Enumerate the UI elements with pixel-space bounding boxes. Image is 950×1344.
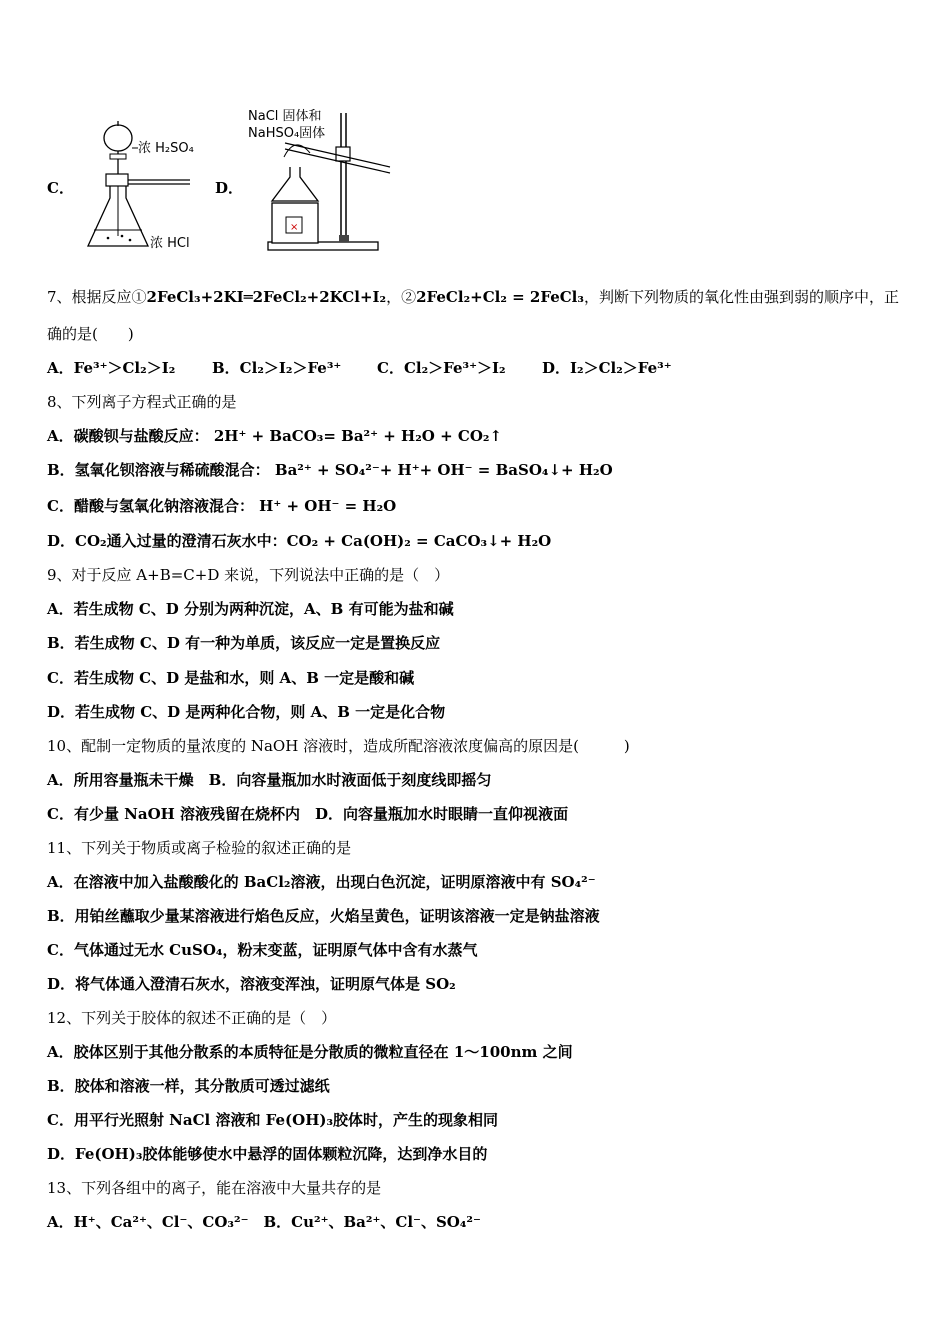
q9-option-b[interactable]: B．若生成物 C、D 有一种为单质，该反应一定是置换反应 — [47, 634, 441, 652]
q11-option-d[interactable]: D．将气体通入澄清石灰水，溶液变浑浊，证明原气体是 SO₂ — [47, 975, 456, 993]
q10-options-ab[interactable]: A．所用容量瓶未干燥 B．向容量瓶加水时液面低于刻度线即摇匀 — [47, 771, 492, 789]
q12-option-b[interactable]: B．胶体和溶液一样，其分散质可透过滤纸 — [47, 1077, 330, 1095]
q8-option-d[interactable]: D．CO₂通入过量的澄清石灰水中：CO₂ + Ca(OH)₂ = CaCO₃↓+ H₂O — [47, 532, 552, 550]
q13-options-ab[interactable]: A．H⁺、Ca²⁺、Cl⁻、CO₃²⁻ B．Cu²⁺、Ba²⁺、Cl⁻、SO₄²⁻ — [47, 1213, 481, 1231]
q9-option-a[interactable]: A．若生成物 C、D 分别为两种沉淀，A、B 有可能为盐和碱 — [47, 600, 454, 618]
q7-stem-cont: 确的是( ) — [47, 325, 134, 343]
q12-option-c[interactable]: C．用平行光照射 NaCl 溶液和 Fe(OH)₃胶体时，产生的现象相同 — [47, 1111, 499, 1129]
q11-option-a[interactable]: A．在溶液中加入盐酸酸化的 BaCl₂溶液，出现白色沉淀，证明原溶液中有 SO₄²⁻ — [47, 873, 596, 891]
q8-option-c[interactable]: C．醋酸与氢氧化钠溶液混合： H⁺ + OH⁻ = H₂O — [47, 497, 397, 515]
d-line1-label: NaCl 固体和 — [248, 109, 322, 124]
q7-option-c[interactable]: C．Cl₂＞Fe³⁺＞I₂ — [377, 359, 506, 377]
q9-stem: 9、对于反应 A+B=C+D 来说，下列说法中正确的是（ ） — [47, 566, 450, 584]
q7-option-a[interactable]: A．Fe³⁺＞Cl₂＞I₂ — [47, 359, 176, 377]
q12-option-a[interactable]: A．胶体区别于其他分散系的本质特征是分散质的微粒直径在 1～100nm 之间 — [47, 1043, 573, 1061]
q11-option-b[interactable]: B．用铂丝蘸取少量某溶液进行焰色反应，火焰呈黄色，证明该溶液一定是钠盐溶液 — [47, 907, 600, 925]
q11-stem: 11、下列关于物质或离子检验的叙述正确的是 — [47, 839, 352, 857]
svg-text:×: × — [290, 222, 299, 233]
c-top-label: 浓 H₂SO₄ — [138, 141, 194, 156]
q12-option-d[interactable]: D．Fe(OH)₃胶体能够使水中悬浮的固体颗粒沉降，达到净水目的 — [47, 1145, 488, 1163]
q9-option-c[interactable]: C．若生成物 C、D 是盐和水，则 A、B 一定是酸和碱 — [47, 669, 415, 687]
q7-stem: 7、根据反应①2FeCl₃+2KI═2FeCl₂+2KCl+I₂，②2FeCl₂+Cl₂ = 2FeCl₃，判断下列物质的氧化性由强到弱的顺序中，正 — [47, 288, 899, 306]
q7-option-b[interactable]: B．Cl₂＞I₂＞Fe³⁺ — [212, 359, 342, 377]
heating-apparatus-diagram — [240, 105, 400, 260]
q13-stem: 13、下列各组中的离子，能在溶液中大量共存的是 — [47, 1179, 382, 1197]
q7-option-d[interactable]: D．I₂＞Cl₂＞Fe³⁺ — [542, 359, 672, 377]
q11-option-c[interactable]: C．气体通过无水 CuSO₄，粉末变蓝，证明原气体中含有水蒸气 — [47, 941, 478, 959]
separatory-funnel-flask-diagram — [80, 118, 210, 258]
q8-stem: 8、下列离子方程式正确的是 — [47, 393, 237, 411]
option-d-label: D． — [215, 179, 244, 197]
q10-stem: 10、配制一定物质的量浓度的 NaOH 溶液时，造成所配溶液浓度偏高的原因是( ) — [47, 737, 630, 755]
q8-option-b[interactable]: B．氢氧化钡溶液与稀硫酸混合： Ba²⁺ + SO₄²⁻+ H⁺+ OH⁻ = BaSO₄↓+ H₂O — [47, 461, 613, 479]
q8-option-a[interactable]: A．碳酸钡与盐酸反应： 2H⁺ + BaCO₃= Ba²⁺ + H₂O + CO₂↑ — [47, 427, 503, 445]
option-c-label: C． — [47, 179, 74, 197]
q10-options-cd[interactable]: C．有少量 NaOH 溶液残留在烧杯内 D．向容量瓶加水时眼睛一直仰视液面 — [47, 805, 569, 823]
d-line2-label: NaHSO₄固体 — [248, 126, 326, 141]
q9-option-d[interactable]: D．若生成物 C、D 是两种化合物，则 A、B 一定是化合物 — [47, 703, 446, 721]
c-bottom-label: 浓 HCl — [150, 236, 190, 251]
q7-options — [47, 358, 672, 378]
q12-stem: 12、下列关于胶体的叙述不正确的是（ ） — [47, 1009, 337, 1027]
